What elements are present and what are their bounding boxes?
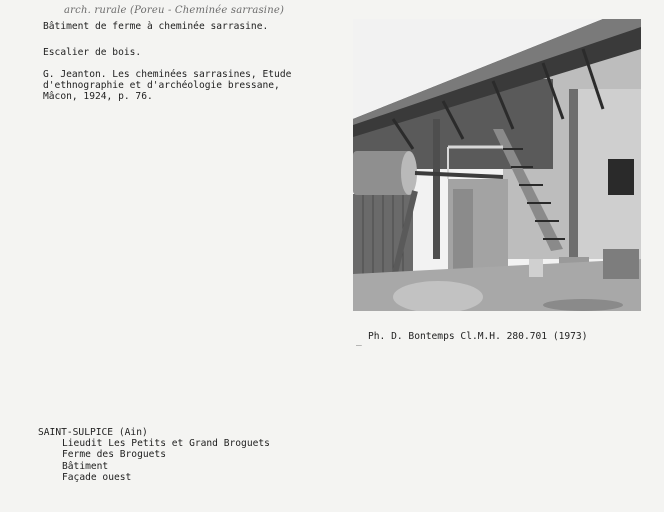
photo-drawing [353, 19, 641, 311]
photo-credit: Ph. D. Bontemps Cl.M.H. 280.701 (1973) [368, 331, 588, 342]
reference-line: G. Jeanton. Les cheminées sarrasines, Etude [43, 69, 292, 80]
batiment-line: Bâtiment [62, 460, 109, 472]
record-title: Bâtiment de ferme à cheminée sarrasine. [43, 21, 269, 32]
commune-line: SAINT-SULPICE (Ain) [38, 427, 148, 438]
caption-dash: _ [356, 335, 362, 346]
facade-line: Façade ouest [62, 471, 132, 483]
record-subtitle: Escalier de bois. [43, 47, 142, 58]
handwritten-annotation: arch. rurale (Poreu - Cheminée sarrasine) [64, 5, 285, 16]
bibliographic-reference [43, 69, 291, 103]
lieudit-line: Lieudit Les Petits et Grand Broguets [62, 438, 270, 450]
farm-building-photo [353, 19, 641, 311]
reference-line: Mâcon, 1924, p. 76. [43, 91, 153, 103]
location-block [38, 427, 270, 483]
reference-line: d'ethnographie et d'archéologie bressane, [43, 80, 280, 92]
ferme-line: Ferme des Broguets [62, 449, 166, 461]
